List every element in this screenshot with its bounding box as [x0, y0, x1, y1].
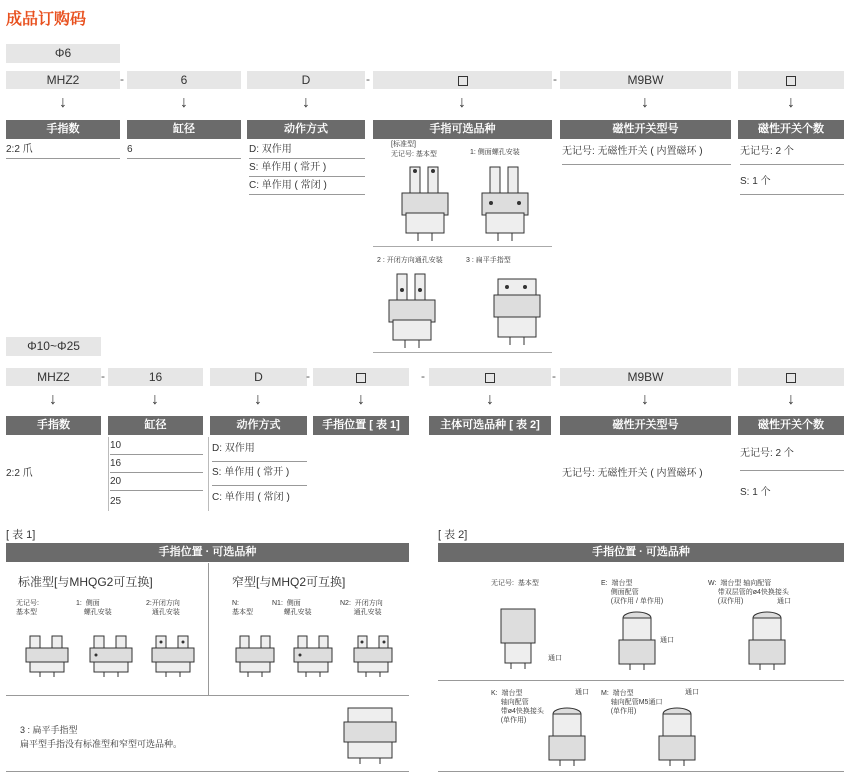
- switch-count-option: S: 1 个: [740, 487, 771, 498]
- arrow-down-icon: ↓: [302, 94, 310, 111]
- port-label: 通口: [660, 637, 674, 644]
- divider: [108, 437, 109, 511]
- gripper-image: [150, 632, 196, 678]
- gripper-image: [88, 632, 134, 678]
- body-option-k: K: 端台型 轴向配管 带ø4快换接头 (单作用): [491, 690, 544, 724]
- divider: [208, 563, 209, 695]
- divider: [438, 771, 844, 772]
- divider: [6, 695, 409, 696]
- header-action: 动作方式: [247, 120, 365, 139]
- arrow-down-icon: ↓: [787, 94, 795, 111]
- table2-label: [ 表 2]: [438, 529, 468, 541]
- arrow-down-icon: ↓: [254, 391, 262, 408]
- arrow-down-icon: ↓: [641, 391, 649, 408]
- port-label: 通口: [777, 598, 791, 605]
- code-finger-option: [373, 71, 552, 89]
- placeholder-box-icon: [786, 373, 796, 383]
- divider: [373, 352, 552, 353]
- gripper-image: [478, 163, 532, 243]
- arrow-down-icon: ↓: [641, 94, 649, 111]
- header-fingers: 手指数: [6, 120, 120, 139]
- dash: -: [101, 369, 105, 383]
- action-option: S: 单作用 ( 常开 ): [249, 160, 365, 177]
- header-switch-count: 磁性开关个数: [738, 416, 844, 435]
- body-image: [495, 605, 541, 671]
- bore-value: 6: [127, 142, 241, 159]
- placeholder-box-icon: [458, 76, 468, 86]
- dash: -: [366, 72, 370, 86]
- gripper-image: [385, 270, 439, 350]
- arrow-down-icon: ↓: [486, 391, 494, 408]
- diameter-label-phi6: Φ6: [6, 44, 120, 63]
- option-label-basic: 无记号: 基本型: [391, 151, 437, 158]
- flat-finger-title: 3 : 扁平手指型: [20, 725, 78, 735]
- header-switch-type: 磁性开关型号: [560, 416, 731, 435]
- header-body-option: 主体可选品种 [ 表 2]: [429, 416, 551, 435]
- action-option: D: 双作用: [249, 142, 365, 159]
- gripper-image: [490, 275, 544, 347]
- option-label-through: 2 : 开闭方向通孔安装: [377, 257, 443, 264]
- placeholder-box-icon: [356, 373, 366, 383]
- code-bore: 6: [127, 71, 241, 89]
- dash: -: [120, 72, 124, 86]
- code-body-option: [429, 368, 551, 386]
- code-switch-type: M9BW: [560, 71, 731, 89]
- body-option-w: W: 端台型 轴向配管 带双层管的ø4快换接头 (双作用): [708, 580, 789, 605]
- action-option: S: 单作用 ( 常开 ): [212, 465, 307, 486]
- body-option-basic: 无记号: 基本型: [491, 580, 539, 587]
- bore-option: 10: [110, 438, 203, 455]
- code-model: MHZ2: [6, 368, 101, 386]
- placeholder-box-icon: [786, 76, 796, 86]
- table2-header: 手指位置 · 可选品种: [438, 543, 844, 562]
- gripper-image: [340, 704, 400, 766]
- dash: -: [306, 369, 310, 383]
- body-option-m: M: 端台型 轴向配管M5通口 (单作用): [601, 690, 663, 715]
- code-switch-type: M9BW: [560, 368, 731, 386]
- code-finger-position: [313, 368, 409, 386]
- std-option-basic: 无记号: 基本型: [16, 600, 39, 616]
- switch-count-option: S: 1 个: [740, 174, 844, 195]
- gripper-image: [398, 163, 452, 243]
- table1-label: [ 表 1]: [6, 529, 36, 541]
- narrow-option-through: N2: 开闭方向 通孔安装: [340, 600, 383, 616]
- body-image: [746, 610, 788, 672]
- code-model: MHZ2: [6, 71, 120, 89]
- std-option-side: 1: 侧面 螺孔安装: [76, 600, 112, 616]
- body-image: [656, 706, 698, 768]
- header-switch-count: 磁性开关个数: [738, 120, 844, 139]
- body-option-e: E: 端台型 侧面配管 (双作用 / 单作用): [601, 580, 664, 605]
- arrow-down-icon: ↓: [180, 94, 188, 111]
- header-switch-type: 磁性开关型号: [560, 120, 731, 139]
- arrow-down-icon: ↓: [49, 391, 57, 408]
- code-bore: 16: [108, 368, 203, 386]
- dash: -: [553, 72, 557, 86]
- narrow-option-side: N1: 侧面 螺孔安装: [272, 600, 312, 616]
- divider: [208, 437, 209, 511]
- body-image: [616, 610, 658, 672]
- gripper-image: [350, 632, 396, 678]
- fingers-value: 2:2 爪: [6, 142, 120, 159]
- flat-finger-note: 扁平型手指没有标准型和窄型可选品种。: [20, 739, 183, 749]
- switch-type-value: 无记号: 无磁性开关 ( 内置磁环 ): [562, 144, 731, 165]
- port-label: 通口: [575, 689, 589, 696]
- code-action: D: [247, 71, 365, 89]
- arrow-down-icon: ↓: [59, 94, 67, 111]
- header-finger-position: 手指位置 [ 表 1]: [313, 416, 409, 435]
- gripper-image: [24, 632, 70, 678]
- dash: -: [421, 369, 425, 383]
- option-label-side: 1: 侧面螺孔安装: [470, 149, 520, 156]
- arrow-down-icon: ↓: [151, 391, 159, 408]
- switch-type-value: 无记号: 无磁性开关 ( 内置磁环 ): [562, 468, 703, 479]
- switch-count-option: 无记号: 2 个: [740, 446, 844, 471]
- table1-header: 手指位置 · 可选品种: [6, 543, 409, 562]
- gripper-image: [290, 632, 336, 678]
- arrow-down-icon: ↓: [458, 94, 466, 111]
- dash: -: [552, 369, 556, 383]
- divider: [373, 246, 552, 247]
- option-label-standard: [标准型]: [391, 141, 416, 148]
- port-label: 通口: [548, 655, 562, 662]
- code-switch-count: [738, 71, 844, 89]
- action-option: C: 单作用 ( 常闭 ): [249, 178, 365, 195]
- action-option: C: 单作用 ( 常闭 ): [212, 492, 290, 503]
- option-label-flat: 3 : 扁平手指型: [466, 257, 511, 264]
- standard-type-title: 标准型[与MHQG2可互换]: [18, 575, 153, 589]
- port-label: 通口: [685, 689, 699, 696]
- header-fingers: 手指数: [6, 416, 101, 435]
- bore-option: 20: [110, 474, 203, 491]
- action-option: D: 双作用: [212, 441, 307, 462]
- switch-count-option: 无记号: 2 个: [740, 144, 844, 165]
- divider: [438, 680, 844, 681]
- code-switch-count: [738, 368, 844, 386]
- diameter-label-phi10-25: Φ10~Φ25: [6, 337, 101, 356]
- arrow-down-icon: ↓: [357, 391, 365, 408]
- std-option-through: 2:开闭方向 通孔安装: [146, 600, 180, 616]
- header-bore: 缸径: [108, 416, 203, 435]
- header-action: 动作方式: [210, 416, 307, 435]
- narrow-type-title: 窄型[与MHQ2可互换]: [232, 575, 346, 589]
- header-finger-option: 手指可选品种: [373, 120, 552, 139]
- body-image: [546, 706, 588, 768]
- bore-option: 25: [110, 496, 122, 507]
- page-title: 成品订购码: [6, 11, 87, 28]
- divider: [6, 771, 409, 772]
- narrow-option-basic: N: 基本型: [232, 600, 253, 616]
- bore-option: 16: [110, 456, 203, 473]
- arrow-down-icon: ↓: [787, 391, 795, 408]
- gripper-image: [232, 632, 278, 678]
- header-bore: 缸径: [127, 120, 241, 139]
- fingers-value: 2:2 爪: [6, 468, 33, 479]
- placeholder-box-icon: [485, 373, 495, 383]
- code-action: D: [210, 368, 307, 386]
